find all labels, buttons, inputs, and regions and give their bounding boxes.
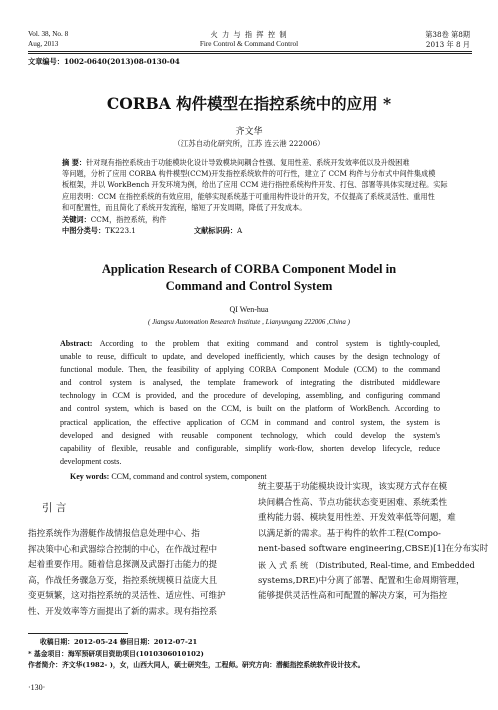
issue-date: Aug, 2013 bbox=[28, 40, 59, 48]
body-line: 指控系统作为潜艇作战情报信息处理中心、指 bbox=[28, 529, 200, 539]
abstract-en-line: functional module. Then, the feasibility of applying CORBA Component Module (CCM) to the command bbox=[60, 365, 440, 375]
body-line: 起着重要作用。随着信息探测及武器打击能力的提 bbox=[28, 560, 218, 571]
body-line: 重构能力弱、模块复用性差、开发效率低等问题，难 bbox=[258, 513, 456, 524]
journal-name-cn: 火 力 与 指 挥 控 制 bbox=[210, 30, 288, 39]
body-line: 能够提供灵活性高和可配置的解决方案，可为指控 bbox=[258, 591, 448, 602]
abstract-en-line: practical application, the effective application of CCM in command and control system, the system is bbox=[60, 417, 440, 427]
footnote-dates: 收稿日期：2012-05-24 修回日期：2012-07-21 bbox=[40, 638, 198, 646]
footnote-rule bbox=[28, 633, 128, 634]
abstract-cn-line: 板框架，并以 WorkBench 开发环境为例，给出了应用 CCM 进行指控系统构件开发、打包、部署等具体实现过程。实际 bbox=[62, 180, 448, 190]
abstract-en-line: According to the problem that exiting command and control system is tightly-coupled, bbox=[99, 339, 440, 348]
body-line: 变更频繁，这对指控系统的灵活性、适应性、可维护 bbox=[28, 591, 226, 602]
body-line: 块间耦合性高、节点功能状态变更困难、系统柔性 bbox=[258, 497, 448, 508]
affiliation-en: ( Jiangsu Automation Research Institute , Lianyungang 222006 ,China ) bbox=[147, 318, 350, 326]
body-line: 挥决策中心和武器综合控制的中心，在作战过程中 bbox=[28, 544, 218, 555]
class-number-label: 中图分类号： bbox=[62, 226, 106, 236]
abstract-en bbox=[60, 337, 440, 483]
issue-date-cn: 2013 年 8 月 bbox=[425, 40, 470, 49]
body-line: 高，作战任务骤急万变，指控系统规模日益庞大且 bbox=[28, 575, 218, 586]
journal-name-en: Fire Control & Command Control bbox=[199, 40, 299, 48]
section-heading-intro: 引 言 bbox=[42, 502, 67, 514]
affiliation-cn: （江苏自动化研究所，江苏 连云港 222006） bbox=[173, 139, 325, 148]
abstract-en-line: and control system is analysed, the template framework of integrating the distributed middleware bbox=[60, 378, 440, 388]
body-line: 嵌 入 式 系 统 （Distributed, Real-time, and Embedded bbox=[258, 560, 475, 570]
title-cn: CORBA 构件模型在指控系统中的应用 * bbox=[106, 94, 392, 113]
class-number: TK223.1 bbox=[105, 226, 136, 236]
right-column bbox=[258, 480, 489, 605]
doc-code-label: 文献标识码： bbox=[193, 226, 238, 236]
footnote-author: 作者简介：齐文华(1982- )，女，山西大同人，硕士研究生，工程师。研究方向：潜艇指控系统软件设计技术。 bbox=[28, 661, 365, 669]
keywords-en-label: Key words: bbox=[70, 471, 110, 481]
body-line: 以满足新的需求。基于构件的软件工程(Compo- bbox=[258, 528, 441, 539]
keywords-en: CCM, command and control system, component bbox=[111, 471, 267, 481]
footnote-fund: * 基金项目：海军预研项目资助项目(1010306010102) bbox=[28, 649, 204, 658]
author-cn: 齐文华 bbox=[235, 127, 263, 137]
keywords-cn: CCM，指控系统，构件 bbox=[90, 215, 167, 225]
article-number: 文章编号：1002-0640(2013)08-0130-04 bbox=[28, 57, 180, 66]
abstract-cn-line: 等问题，分析了应用 CORBA 构件模型(CCM)开发指控系统软件的可行性，建立了 CCM 构件与分布式中间件集成模 bbox=[62, 169, 436, 179]
issue-number-cn: 第38卷 第8期 bbox=[425, 30, 470, 39]
abstract-en-line: developed and designed with reusable component technology, which could develop the system's bbox=[60, 430, 440, 440]
title-en-line: Application Research of CORBA Component Model in bbox=[101, 262, 397, 276]
body-line: 统主要基于功能模块设计实现，该实现方式存在模 bbox=[258, 482, 448, 492]
abstract-cn-label: 摘 要： bbox=[62, 158, 87, 167]
abstract-en-line: unable to reuse, difficult to update, and developed inefficiently, which causes by the design technology of bbox=[60, 352, 440, 362]
title-en-line: Command and Control System bbox=[165, 279, 333, 293]
abstract-en-line: capability of flexible, reusable and configurable, simplify work-flow, shorten develop lifecycle, reduce bbox=[60, 443, 440, 453]
abstract-en-label: Abstract: bbox=[60, 339, 93, 348]
doc-code: A bbox=[237, 226, 243, 236]
abstract-en-line: development costs. bbox=[60, 456, 122, 466]
volume-number: Vol. 38, No. 8 bbox=[28, 30, 69, 38]
body-line: nent-based software engineering,CBSE)[1]在分布实时 bbox=[258, 544, 489, 555]
abstract-en-line: and control system, which is based on the CCM, is built on the platform of WorkBench. According to bbox=[60, 404, 440, 414]
page-number: ·130· bbox=[28, 683, 46, 692]
abstract-en-line: technology in CCM is provided, and the procedure of developing, assembling, and configuring command bbox=[60, 391, 440, 401]
body-line: 性、开发效率等方面提出了新的需求。现有指控系 bbox=[28, 606, 218, 617]
body-line: systems,DRE)中分离了部署、配置和生命周期管理， bbox=[258, 575, 465, 586]
title-en bbox=[0, 261, 498, 295]
left-column bbox=[28, 527, 242, 621]
keywords-cn-label: 关键词： bbox=[62, 215, 91, 225]
footnotes bbox=[28, 637, 472, 672]
abstract-cn-line: 针对现有指控系统由于功能模块化设计导致模块间耦合性强、复用性差、系统开发效率低以及升级困难 bbox=[86, 158, 410, 167]
author-en: QI Wen-hua bbox=[229, 305, 269, 314]
abstract-cn-line: 和可配置性，而且简化了系统开发流程，缩短了开发周期，降低了开发成本。 bbox=[62, 202, 307, 212]
abstract-cn bbox=[62, 157, 448, 236]
header-rule bbox=[28, 51, 472, 52]
abstract-cn-line: 应用表明：CCM 在指控系统的有效应用，能够实现系统基于可重用构件设计的开发，不仅提高了系统灵活性、重用性 bbox=[62, 191, 435, 201]
header-rule-2 bbox=[28, 53, 472, 54]
